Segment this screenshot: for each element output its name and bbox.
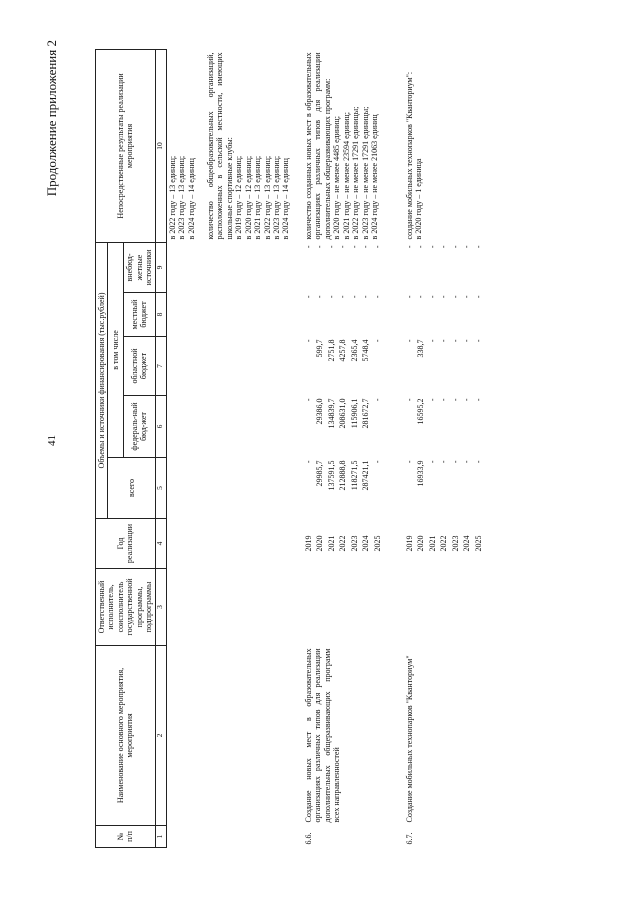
extra-cell: -	[450, 245, 460, 249]
total-cell: -	[450, 460, 460, 464]
row-responsible	[393, 569, 484, 646]
row-results	[393, 49, 484, 242]
total-cell: -	[303, 460, 313, 464]
table-row	[292, 49, 314, 847]
row-name: Создание мобильных технопарков "Кванториум"	[404, 655, 414, 823]
regional-cell: -	[439, 339, 449, 343]
local-cell: -	[416, 295, 426, 299]
total-cell: -	[462, 460, 472, 464]
year-cell: 2024	[462, 535, 472, 552]
extra-cell: -	[427, 245, 437, 249]
year-cell: 2023	[349, 535, 359, 552]
year-cell: 2021	[427, 535, 437, 552]
federal-cell: 16595,2	[416, 398, 426, 425]
header-federal: федераль-ный бюд-жет	[124, 396, 155, 458]
year-cell: 2024	[361, 535, 371, 552]
result-line: в 2023 году – 13 единиц;	[272, 155, 281, 240]
year-cell: 2020	[416, 535, 426, 552]
federal-cell: 208631,0	[338, 398, 348, 429]
result-line: в 2024 году – не менее 21063 единиц	[369, 114, 379, 240]
regional-cell: 338,7	[416, 339, 426, 358]
result-line: в 2022 году – 13 единиц;	[262, 155, 272, 240]
result-line: в 2023 году – не менее 17291 единицы;	[360, 106, 370, 240]
header-extra: внебюд-жетные источники	[124, 242, 155, 292]
result-line: в 2022 году – 13 единиц;	[167, 155, 177, 240]
header-local: местный бюджет	[124, 293, 155, 337]
extra-cell: -	[326, 245, 336, 249]
local-cell: -	[473, 295, 483, 299]
regional-cell: 2365,4	[349, 339, 359, 362]
federal-cell: -	[439, 398, 449, 402]
total-cell: -	[439, 460, 449, 464]
local-cell: -	[439, 295, 449, 299]
result-line: в 2023 году – 13 единиц;	[177, 155, 187, 240]
result-line: в 2024 году – 14 единиц	[281, 158, 291, 240]
regional-cell: -	[372, 339, 382, 343]
column-number: 8	[155, 293, 166, 337]
extra-cell: -	[404, 245, 414, 249]
continuation-results	[166, 49, 292, 242]
column-number: 10	[155, 49, 166, 242]
result-line: в 2019 году – 12 единиц;	[234, 155, 244, 240]
year-cell: 2023	[450, 535, 460, 552]
extra-cell: -	[315, 245, 325, 249]
total-cell: -	[404, 460, 414, 464]
total-cell: -	[372, 460, 382, 464]
local-cell: -	[361, 295, 371, 299]
regional-cell: -	[450, 339, 460, 343]
header-finance: Объемы и источники финансирования (тыс.рублей)	[96, 242, 108, 518]
local-cell: -	[315, 295, 325, 299]
regional-cell: -	[427, 339, 437, 343]
federal-cell: 29386,0	[315, 398, 325, 425]
extra-cell: -	[462, 245, 472, 249]
column-number: 2	[155, 646, 166, 826]
result-line: количество созданных новых мест в образовательных организациях различных типов для реализации дополнительных общеразвивающих программ:	[303, 52, 332, 240]
regional-cell: -	[473, 339, 483, 343]
result-line: в 2021 году – не менее 23594 единиц;	[341, 112, 351, 240]
total-cell: 118271,5	[349, 460, 359, 491]
federal-cell: 281672,7	[361, 398, 371, 429]
extra-cell: -	[349, 245, 359, 249]
column-number-row	[155, 49, 166, 847]
total-cell: -	[473, 460, 483, 464]
year-cell: 2019	[303, 535, 313, 552]
federal-cell: 134839,7	[326, 398, 336, 429]
result-line: в 2020 году – 12 единиц;	[243, 155, 253, 240]
column-number: 1	[155, 826, 166, 848]
result-line: в 2020 году – 1 единица	[414, 158, 424, 240]
year-cell: 2022	[439, 535, 449, 552]
regional-cell: -	[303, 339, 313, 343]
table-header	[96, 49, 167, 847]
row-name: Создание новых мест в образовательных организациях различных типов для реализации дополнительных общеразвивающих программ всех направленностей	[303, 648, 342, 823]
year-cell: 2025	[473, 535, 483, 552]
regional-cell: 5748,4	[361, 339, 371, 362]
result-line: количество общеобразовательных организаций, расположенных в сельской местности, имеющих школьные спортивные клубы:	[205, 52, 234, 240]
header-total: всего	[108, 458, 155, 519]
year-cell: 2021	[326, 535, 336, 552]
total-cell: 287421,1	[361, 460, 371, 491]
extra-cell: -	[473, 245, 483, 249]
column-number: 4	[155, 519, 166, 569]
result-line: в 2020 году – не менее 4485 единиц;	[332, 116, 342, 240]
local-cell: -	[450, 295, 460, 299]
header-results: Непосредственные результаты реализации мероприятия	[96, 49, 156, 242]
result-line: создание мобильных технопарков "Кванториум":	[404, 71, 414, 240]
regional-cell: -	[462, 339, 472, 343]
regional-cell: 599,7	[315, 339, 325, 358]
local-cell: -	[326, 295, 336, 299]
row-spacer	[383, 49, 393, 847]
total-cell: -	[427, 460, 437, 464]
local-cell: -	[349, 295, 359, 299]
year-cell: 2019	[404, 535, 414, 552]
local-cell: -	[427, 295, 437, 299]
header-responsible: Ответственный исполнитель, соисполнитель государственной программы, подпрограммы	[96, 569, 156, 646]
header-regional: областной бюджет	[124, 337, 155, 396]
regional-cell: 2751,8	[326, 339, 336, 362]
federal-cell: -	[372, 398, 382, 402]
federal-cell: -	[303, 398, 313, 402]
regional-cell: 4257,8	[338, 339, 348, 362]
appendix-title: Продолжение приложения 2	[44, 40, 59, 197]
federal-cell: -	[427, 398, 437, 402]
local-cell: -	[372, 295, 382, 299]
local-cell: -	[462, 295, 472, 299]
row-number: 6.7.	[404, 832, 414, 845]
result-line: в 2021 году – 13 единиц;	[253, 155, 263, 240]
local-cell: -	[303, 295, 313, 299]
extra-cell: -	[361, 245, 371, 249]
federal-cell: -	[462, 398, 472, 402]
federal-cell: -	[473, 398, 483, 402]
total-cell: 212888,8	[338, 460, 348, 491]
header-in-that: в том числе	[108, 242, 124, 457]
federal-cell: 115906,1	[349, 398, 359, 429]
extra-cell: -	[439, 245, 449, 249]
row-number: 6.6.	[303, 832, 313, 845]
table-row	[393, 49, 415, 847]
page-number: 41	[46, 435, 58, 446]
header-name: Наименование основного мероприятия, мероприятия	[96, 646, 156, 826]
year-cell: 2025	[372, 535, 382, 552]
extra-cell: -	[372, 245, 382, 249]
extra-cell: -	[303, 245, 313, 249]
regional-cell: -	[404, 339, 414, 343]
header-year: Год реализации	[96, 519, 156, 569]
total-cell: 16933,9	[416, 460, 426, 487]
result-line: в 2022 году – не менее 17291 единицы;	[351, 106, 361, 240]
local-cell: -	[338, 295, 348, 299]
row-results	[292, 49, 383, 242]
program-table	[95, 49, 484, 848]
column-number: 5	[155, 458, 166, 519]
column-number: 9	[155, 242, 166, 292]
extra-cell: -	[416, 245, 426, 249]
year-cell: 2022	[338, 535, 348, 552]
federal-cell: -	[404, 398, 414, 402]
continuation-row	[166, 49, 292, 847]
result-line: в 2024 году – 14 единиц	[186, 158, 196, 240]
total-cell: 137591,5	[326, 460, 336, 491]
total-cell: 29985,7	[315, 460, 325, 487]
federal-cell: -	[450, 398, 460, 402]
local-cell: -	[404, 295, 414, 299]
row-responsible	[292, 569, 383, 646]
column-number: 7	[155, 337, 166, 396]
extra-cell: -	[338, 245, 348, 249]
year-cell: 2020	[315, 535, 325, 552]
column-number: 6	[155, 396, 166, 458]
column-number: 3	[155, 569, 166, 646]
header-no: № п/п	[96, 826, 156, 848]
